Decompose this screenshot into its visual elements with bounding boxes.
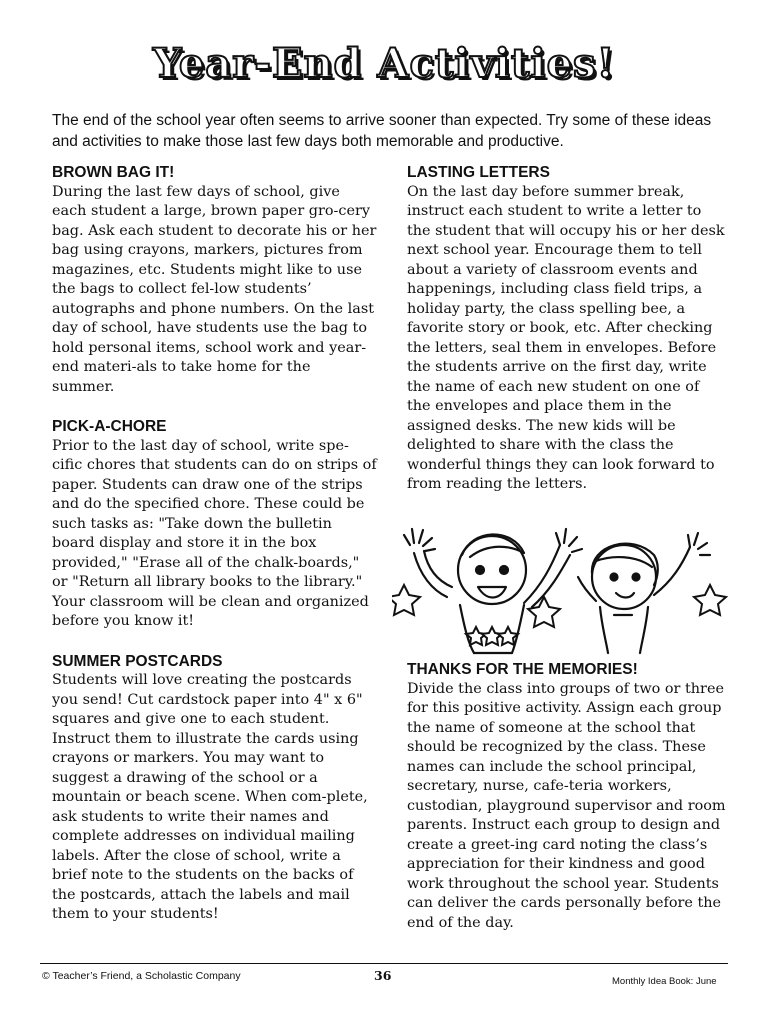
left-column — [52, 163, 377, 945]
section-heading: THANKS FOR THE MEMORIES! — [407, 661, 638, 678]
page-number: 36 — [374, 968, 392, 983]
section-body: On the last day before summer break, instruct each student to write a letter to the student that will occupy his or her desk next school year. Encourage them to tell about a variety of classroom events and happenings, including class field trips, a holiday party, the class spelling bee, a favorite story or book, etc. After checking the letters, seal them in envelopes. Before the students arrive on the first day, write the name of each new student on one of the envelopes and place them in the assigned desks. The new kids will be delighted to share with the class the wonderful things they can look forward to from reading the letters. — [407, 183, 725, 492]
intro-paragraph: The end of the school year often seems to arrive sooner than expected. Try some of these ideas and activities to make those last few days both memorable and productive. — [52, 112, 712, 150]
cheering-kids-illustration — [392, 515, 732, 655]
section-pick-a-chore — [52, 417, 377, 632]
section-heading: LASTING LETTERS — [407, 164, 550, 181]
footer-divider — [40, 963, 728, 964]
page-title: Year-End Activities! — [152, 40, 616, 87]
section-body: Divide the class into groups of two or three for this positive activity. Assign each group the name of someone at the school that should be recognized by the class. These names can include the school principal, secretary, nurse, cafe-teria workers, custodian, playground supervisor and room parents. Instruct each group to design and create a greet-ing card noting the class’s appreciation for their kindness and good work throughout the school year. Students can deliver the cards personally before the end of the day. — [407, 680, 726, 931]
section-summer-postcards — [52, 652, 377, 925]
section-thanks-for-the-memories — [407, 660, 727, 933]
section-body: Prior to the last day of school, write spe-cific chores that students can do on strips of paper. Students can draw one of the strips and do the specified chore. These could be such tasks as: "Take down the bulletin board display and store it in the box provided," "Erase all of the chalk-boards," or "Return all library books to the library." Your classroom will be clean and organized before you know it! — [52, 437, 377, 629]
section-body: Students will love creating the postcards you send! Cut cardstock paper into 4" x 6" squares and give one to each student. Instruct them to illustrate the cards using crayons or markers. You may want to suggest a drawing of the school or a mountain or beach scene. When com-plete, ask students to write their names and complete addresses on individual mailing labels. After the close of school, write a brief note to the students on the backs of the postcards, attach the labels and mail them to your students! — [52, 672, 368, 922]
footer-book-title: Monthly Idea Book: June — [612, 976, 717, 987]
section-body: During the last few days of school, give each student a large, brown paper gro-cery bag. Ask each student to decorate his or her bag using crayons, markers, pictures from magazines, etc. Students might like to use the bags to collect fel-low students’ autographs and phone numbers. On the last day of school, have students use the bag to hold personal items, school work and year-end materi-als to take home for the summer. — [52, 183, 377, 395]
footer-copyright: © Teacher’s Friend, a Scholastic Company — [42, 970, 241, 982]
right-column — [407, 163, 727, 515]
section-lasting-letters — [407, 163, 727, 495]
section-brown-bag — [52, 163, 377, 397]
section-heading: PICK-A-CHORE — [52, 418, 167, 435]
section-heading: BROWN BAG IT! — [52, 164, 175, 181]
section-heading: SUMMER POSTCARDS — [52, 652, 223, 670]
